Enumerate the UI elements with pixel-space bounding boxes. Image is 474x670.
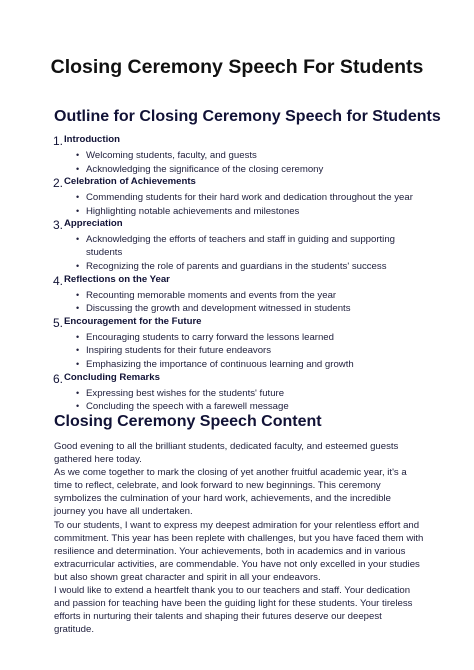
document-title: Closing Ceremony Speech For Students <box>50 56 424 78</box>
section-title: Reflections on the Year <box>64 273 170 285</box>
section-number: 4. <box>53 273 64 288</box>
section-number: 2. <box>53 176 64 191</box>
section-title: Concluding Remarks <box>64 371 160 383</box>
bullet-item: • Concluding the speech with a farewell message <box>76 400 426 413</box>
section-bullets <box>64 149 426 176</box>
bullet-item: • Welcoming students, faculty, and guests <box>76 149 426 162</box>
section-title: Appreciation <box>64 218 123 230</box>
bullet-item: • Acknowledging the efforts of teachers and staff in guiding and supporting students <box>76 233 426 259</box>
outline-heading: Outline for Closing Ceremony Speech for Students <box>54 108 441 125</box>
bullet-item: • Recognizing the role of parents and guardians in the students' success <box>76 260 426 273</box>
content-heading: Closing Ceremony Speech Content <box>54 413 322 430</box>
section-title: Celebration of Achievements <box>64 176 196 188</box>
section-title: Introduction <box>64 134 120 145</box>
outline-list <box>54 134 426 414</box>
outline-section <box>54 176 426 218</box>
section-bullets <box>64 331 426 371</box>
bullet-item: • Expressing best wishes for the students' future <box>76 387 426 400</box>
outline-section <box>54 134 426 176</box>
speech-content <box>54 440 424 636</box>
bullet-item: • Discussing the growth and development witnessed in students <box>76 302 426 315</box>
section-bullets <box>64 289 426 316</box>
section-bullets <box>64 387 426 414</box>
section-number: 6. <box>53 371 64 386</box>
section-number: 3. <box>53 218 64 233</box>
outline-section <box>54 372 426 414</box>
outline-section <box>54 218 426 273</box>
section-bullets <box>64 191 426 218</box>
outline-section <box>54 316 426 371</box>
section-title: Encouragement for the Future <box>64 315 202 327</box>
outline-section <box>54 274 426 316</box>
bullet-item: • Inspiring students for their future endeavors <box>76 344 426 357</box>
bullet-item: • Emphasizing the importance of continuous learning and growth <box>76 358 426 371</box>
section-bullets <box>64 233 426 273</box>
speech-paragraph: As we come together to mark the closing of yet another fruitful academic year, it's a time to reflect, celebrate, and look forward to new beginnings. This ceremony symbolizes the culmination of your hard work, achievements, and the incredible journey you have all undertaken. <box>54 467 407 518</box>
speech-paragraph: Good evening to all the brilliant students, dedicated faculty, and esteemed guests gathered here today. <box>54 441 399 466</box>
speech-paragraph: To our students, I want to express my deepest admiration for your relentless effort and commitment. This year has been replete with challenges, but you have faced them with resilience and determination. Your achievements, both in academics and in various extracurricular activities, are commendable. You have not only excelled in your studies but also shown great character and spirit in all your endeavors. <box>54 519 424 583</box>
bullet-item: • Commending students for their hard work and dedication throughout the year <box>76 191 426 204</box>
bullet-item: • Recounting memorable moments and events from the year <box>76 289 426 302</box>
bullet-item: • Highlighting notable achievements and milestones <box>76 205 426 218</box>
speech-paragraph: I would like to extend a heartfelt thank you to our teachers and staff. Your dedication and passion for teaching have been the guiding light for these students. Your tireless efforts in nurturing their talents and shaping their futures deserve our deepest gratitude. <box>54 585 413 636</box>
bullet-item: • Acknowledging the significance of the closing ceremony <box>76 163 426 176</box>
section-number: 5. <box>53 315 64 330</box>
section-number: 1. <box>53 134 64 148</box>
bullet-item: • Encouraging students to carry forward the lessons learned <box>76 331 426 344</box>
